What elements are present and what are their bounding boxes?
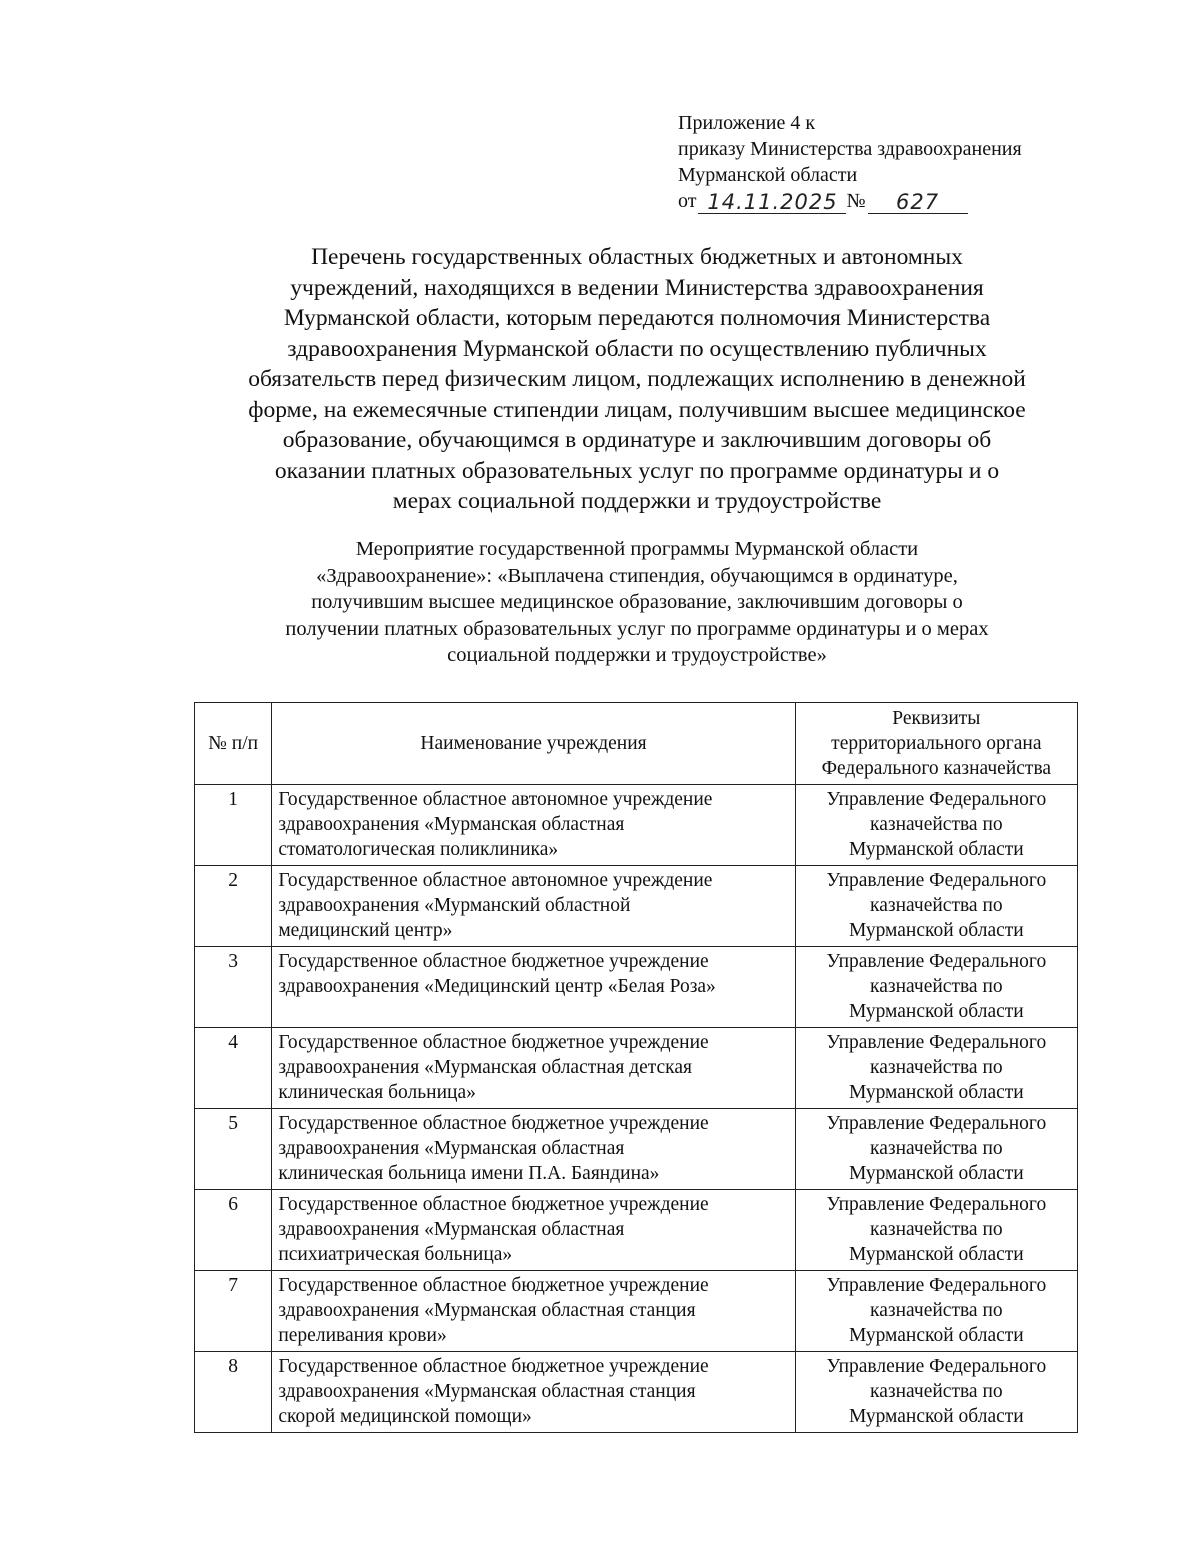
row-number: 7 [195,1271,272,1352]
institution-name-line: медицинский центр» [278,920,453,941]
table-row [195,1109,1078,1190]
document-title [190,242,1084,517]
header-treasury-line: Федерального казначейства [821,757,1052,779]
handwritten-order-number: 627 [868,191,968,214]
treasury-details-line: Управление Федерального [826,951,1047,972]
institution-name-line: скорой медицинской помощи» [278,1406,532,1427]
treasury-details-line: казначейства по [870,1381,1003,1402]
event-line: получении платных образовательных услуг по программе ординатуры и о мерах [285,617,989,640]
treasury-details-line: Мурманской области [848,1082,1024,1103]
handwritten-date: 14.11.2025 [698,191,846,214]
institution-name-line: здравоохранения «Мурманская областная [278,814,625,835]
treasury-details-line: казначейства по [870,1057,1003,1078]
institution-name-cell [272,1271,795,1352]
treasury-details-cell [795,866,1077,947]
title-line: мерах социальной поддержки и трудоустройстве [392,488,882,514]
treasury-details-line: Мурманской области [848,1001,1024,1022]
appendix-header [678,110,1098,214]
institution-name-line: Государственное областное бюджетное учреждение [278,951,709,972]
header-treasury-details [795,703,1077,785]
treasury-details-line: Мурманской области [848,839,1024,860]
table-row [195,785,1078,866]
institution-name-line: клиническая больница имени П.А. Баяндина» [278,1163,660,1184]
title-line: Мурманской области, которым передаются полномочия Министерства [283,305,991,331]
institution-name-cell [272,947,795,1028]
treasury-details-line: Мурманской области [848,1244,1024,1265]
institution-name-line: здравоохранения «Медицинский центр «Белая Роза» [278,976,716,997]
header-institution-name: Наименование учреждения [272,703,795,785]
institution-name-line: Государственное областное бюджетное учреждение [278,1113,709,1134]
treasury-details-cell [795,1190,1077,1271]
institution-name-line: здравоохранения «Мурманская областная [278,1138,625,1159]
row-number: 4 [195,1028,272,1109]
row-number: 5 [195,1109,272,1190]
treasury-details-line: Управление Федерального [826,1194,1047,1215]
treasury-details-line: Управление Федерального [826,1356,1047,1377]
institution-name-line: здравоохранения «Мурманская областная станция [278,1300,696,1321]
institution-name-line: Государственное областное автономное учреждение [278,789,713,810]
treasury-details-line: казначейства по [870,1219,1003,1240]
treasury-details-line: Мурманской области [848,1163,1024,1184]
table-row [195,1028,1078,1109]
treasury-details-line: казначейства по [870,976,1003,997]
treasury-details-line: Мурманской области [848,1325,1024,1346]
institution-name-line: стоматологическая поликлиника» [278,839,559,860]
header-treasury-line: Реквизиты [892,707,981,729]
institution-name-line: здравоохранения «Мурманский областной [278,895,631,916]
treasury-details-line: Мурманской области [848,1406,1024,1427]
treasury-details-cell [795,1352,1077,1433]
institution-name-line: Государственное областное автономное учреждение [278,870,713,891]
institution-name-line: Государственное областное бюджетное учреждение [278,1275,709,1296]
row-number: 2 [195,866,272,947]
treasury-details-line: Управление Федерального [826,1032,1047,1053]
institutions-table [194,702,1078,1433]
title-line: оказании платных образовательных услуг по программе ординатуры и о [274,457,1000,484]
treasury-details-line: казначейства по [870,814,1003,835]
order-date-number-line [678,188,1098,214]
row-number: 8 [195,1352,272,1433]
institution-name-line: клиническая больница» [278,1082,476,1103]
row-number: 6 [195,1190,272,1271]
institution-name-line: переливания крови» [278,1325,447,1346]
treasury-details-line: казначейства по [870,1300,1003,1321]
row-number: 1 [195,785,272,866]
treasury-details-line: Мурманской области [848,920,1024,941]
title-line: образование, обучающимся в ординатуре и заключившим договоры об [282,427,992,453]
event-line: Мероприятие государственной программы Мурманской области [355,538,919,560]
table-row [195,1352,1078,1433]
treasury-details-line: казначейства по [870,1138,1003,1159]
institution-name-line: Государственное областное бюджетное учреждение [278,1032,709,1053]
appendix-line-1: Приложение 4 к [678,112,816,134]
title-line: форме, на ежемесячные стипендии лицам, получившим высшее медицинское [248,396,1026,423]
event-line: социальной поддержки и трудоустройстве» [447,644,827,666]
title-line: Перечень государственных областных бюджетных и автономных [311,244,963,270]
appendix-line-2: приказу Министерства здравоохранения [678,138,1022,160]
institution-name-cell [272,785,795,866]
title-line: здравоохранения Мурманской области по осуществлению публичных [287,335,987,362]
treasury-details-cell [795,1109,1077,1190]
treasury-details-line: Управление Федерального [826,870,1047,891]
treasury-details-line: Управление Федерального [826,789,1047,810]
event-line: получившим высшее медицинское образование, заключившим договоры о [311,591,963,613]
treasury-details-line: Управление Федерального [826,1275,1047,1296]
program-event-description [190,536,1084,669]
table-row [195,947,1078,1028]
institution-name-line: здравоохранения «Мурманская областная детская [278,1057,692,1078]
treasury-details-cell [795,947,1077,1028]
institution-name-line: Государственное областное бюджетное учреждение [278,1194,709,1215]
institution-name-cell [272,1190,795,1271]
title-line: обязательств перед физическим лицом, подлежащих исполнению в денежной [248,366,1026,392]
number-prefix: № [846,190,866,212]
table-row [195,866,1078,947]
date-prefix: от [678,190,697,212]
treasury-details-cell [795,1028,1077,1109]
institution-name-cell [272,1109,795,1190]
table-body [195,785,1078,1433]
institution-name-cell [272,866,795,947]
header-number: № п/п [195,703,272,785]
table-header-row [195,703,1078,785]
institution-name-line: здравоохранения «Мурманская областная [278,1219,625,1240]
treasury-details-line: Управление Федерального [826,1113,1047,1134]
appendix-line-3: Мурманской области [678,164,858,186]
treasury-details-cell [795,1271,1077,1352]
table-row [195,1190,1078,1271]
event-line: «Здравоохранение»: «Выплачена стипендия, обучающимся в ординатуре, [316,564,958,587]
header-treasury-line: территориального органа [831,732,1042,754]
treasury-details-line: казначейства по [870,895,1003,916]
title-line: учреждений, находящихся в ведении Министерства здравоохранения [290,274,984,301]
institution-name-line: психиатрическая больница» [278,1244,513,1265]
table-row [195,1271,1078,1352]
treasury-details-cell [795,785,1077,866]
institution-name-cell [272,1028,795,1109]
row-number: 3 [195,947,272,1028]
institution-name-line: Государственное областное бюджетное учреждение [278,1356,709,1377]
institution-name-line: здравоохранения «Мурманская областная станция [278,1381,696,1402]
institution-name-cell [272,1352,795,1433]
